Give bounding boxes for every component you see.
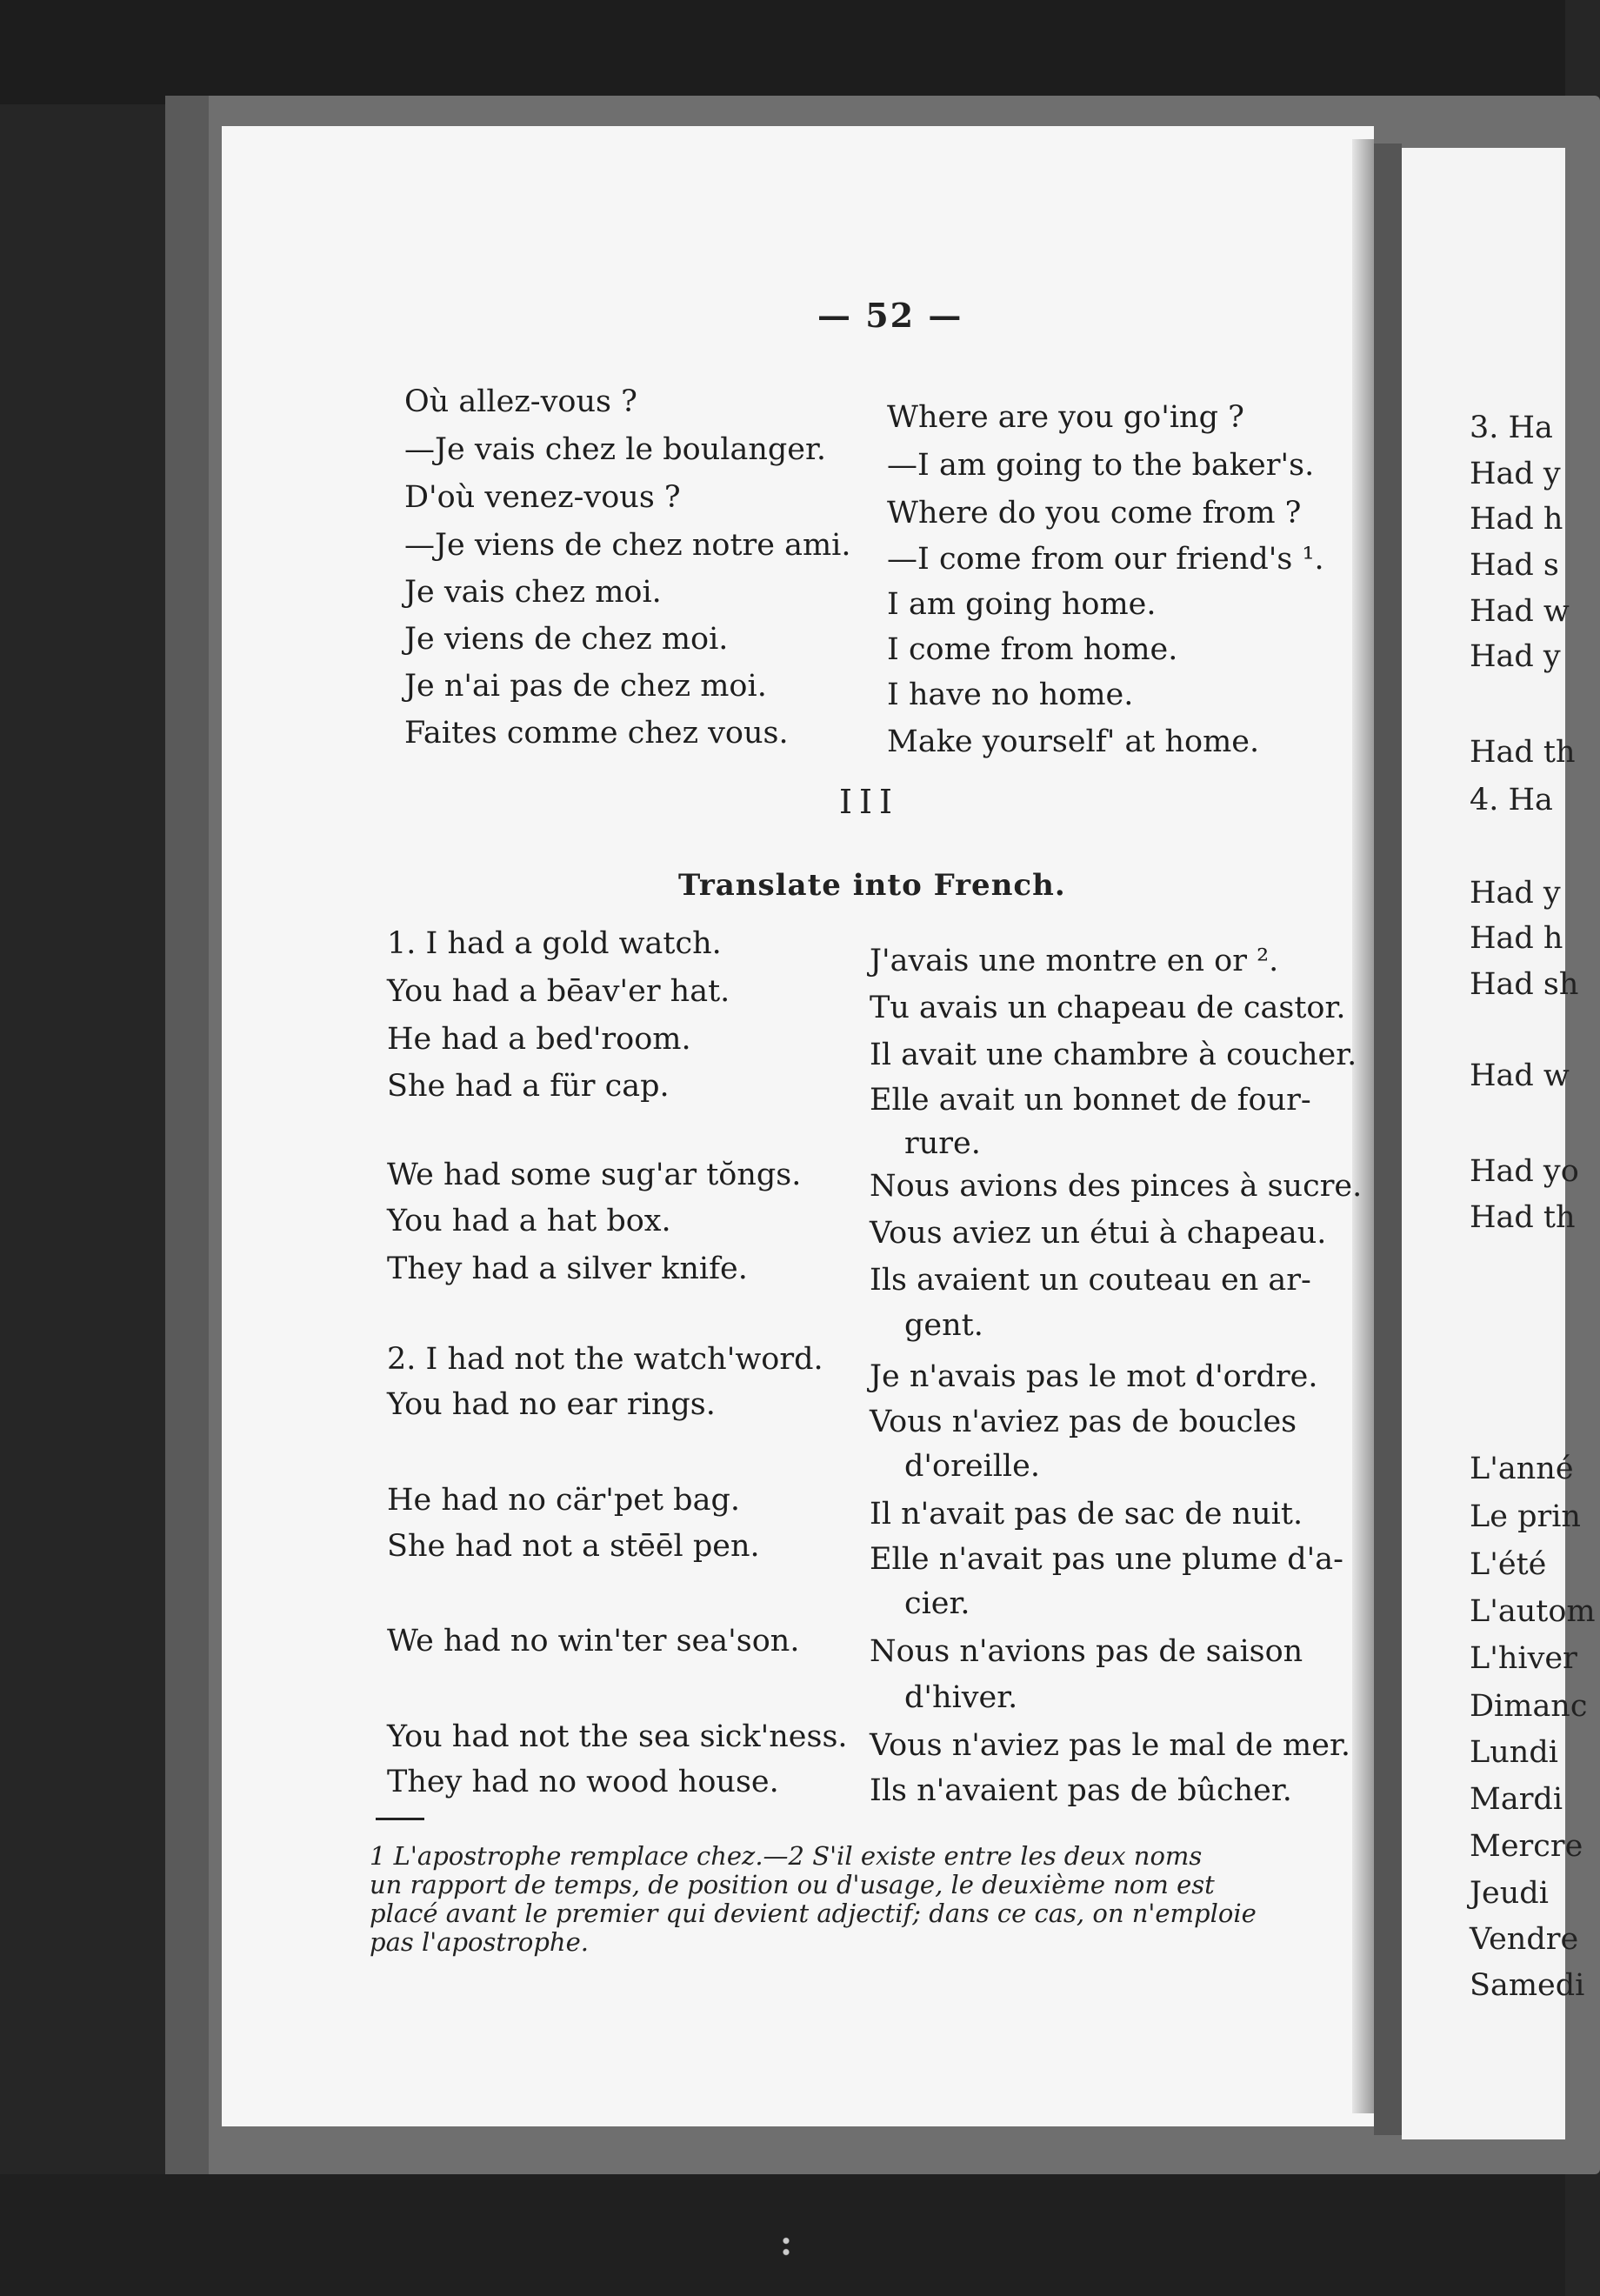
right-page-line: L'hiver bbox=[1470, 1641, 1577, 1676]
phrase-fr: Je n'ai pas de chez moi. bbox=[404, 669, 767, 704]
exercise-answer: d'hiver. bbox=[904, 1680, 1018, 1715]
exercise-answer: Vous aviez un étui à chapeau. bbox=[870, 1216, 1327, 1251]
exercise-question: We had no win'ter sea'son. bbox=[387, 1624, 800, 1659]
phrase-en: Where are you go'ing ? bbox=[887, 400, 1244, 435]
exercise-answer: cier. bbox=[904, 1586, 970, 1621]
exercise-question: He had a bed'room. bbox=[387, 1022, 691, 1057]
exercise-question: You had a hat box. bbox=[387, 1204, 671, 1238]
section-heading: III bbox=[839, 783, 900, 821]
phrase-fr: Où allez-vous ? bbox=[404, 384, 637, 419]
exercise-answer: Ils avaient un couteau en ar- bbox=[870, 1263, 1311, 1298]
phrase-en: —I come from our friend's ¹. bbox=[887, 542, 1324, 577]
right-page-line: Had sh bbox=[1470, 967, 1579, 1002]
page-number: — 52 — bbox=[817, 296, 963, 335]
exercise-answer: Elle avait un bonnet de four- bbox=[870, 1083, 1311, 1118]
right-page-line: Had h bbox=[1470, 502, 1563, 537]
phrase-fr: Je viens de chez moi. bbox=[404, 622, 729, 657]
right-page-line: Lundi bbox=[1470, 1735, 1558, 1770]
scan-artifact bbox=[783, 2235, 790, 2258]
right-page-line: Had th bbox=[1470, 735, 1576, 770]
footnote-line: 1 L'apostrophe remplace chez.—2 S'il existe entre les deux noms bbox=[370, 1841, 1203, 1871]
exercise-answer: Tu avais un chapeau de castor. bbox=[870, 991, 1346, 1025]
phrase-fr: Faites comme chez vous. bbox=[404, 716, 789, 751]
right-page-line: Had w bbox=[1470, 1058, 1570, 1093]
right-page-line: Had y bbox=[1470, 876, 1561, 911]
exercise-question: You had no ear rings. bbox=[387, 1387, 716, 1422]
exercise-question: They had a silver knife. bbox=[387, 1251, 748, 1286]
phrase-en: Where do you come from ? bbox=[887, 496, 1302, 531]
phrase-fr: D'où venez-vous ? bbox=[404, 480, 681, 515]
exercise-answer: Il n'avait pas de sac de nuit. bbox=[870, 1497, 1303, 1532]
exercise-question: 1. I had a gold watch. bbox=[387, 926, 722, 961]
exercise-question: You had not the sea sick'ness. bbox=[387, 1719, 848, 1754]
footnote-line: pas l'apostrophe. bbox=[370, 1927, 589, 1957]
exercise-answer: Elle n'avait pas une plume d'a- bbox=[870, 1542, 1343, 1577]
right-page-line: Mardi bbox=[1470, 1782, 1563, 1817]
exercise-question: We had some sug'ar tŏngs. bbox=[387, 1158, 802, 1192]
exercise-answer: Vous n'aviez pas de boucles bbox=[870, 1405, 1297, 1439]
footnote-line: un rapport de temps, de position ou d'usage, le deuxième nom est bbox=[370, 1870, 1215, 1899]
exercise-answer: Il avait une chambre à coucher. bbox=[870, 1038, 1357, 1072]
right-page-line: Had s bbox=[1470, 548, 1559, 583]
phrase-fr: —Je viens de chez notre ami. bbox=[404, 528, 851, 563]
book-gutter bbox=[1374, 144, 1402, 2135]
exercise-question: You had a bēav'er hat. bbox=[387, 974, 730, 1009]
right-page-line: Jeudi bbox=[1470, 1876, 1549, 1911]
right-page-line: Mercre bbox=[1470, 1829, 1583, 1864]
exercise-answer: Vous n'aviez pas le mal de mer. bbox=[870, 1728, 1350, 1763]
phrase-en: —I am going to the baker's. bbox=[887, 448, 1315, 483]
exercise-question: 2. I had not the watch'word. bbox=[387, 1342, 823, 1377]
page-curve-shadow bbox=[1352, 139, 1374, 2113]
right-page-line: Had y bbox=[1470, 457, 1561, 491]
exercise-answer: rure. bbox=[904, 1126, 981, 1161]
right-page-line: Had y bbox=[1470, 639, 1561, 674]
right-page-line: 3. Ha bbox=[1470, 410, 1553, 445]
exercise-answer: Nous avions des pinces à sucre. bbox=[870, 1169, 1363, 1204]
phrase-en: Make yourself' at home. bbox=[887, 724, 1260, 759]
section-subheading: Translate into French. bbox=[678, 868, 1066, 903]
phrase-en: I come from home. bbox=[887, 632, 1178, 667]
exercise-answer: Ils n'avaient pas de bûcher. bbox=[870, 1773, 1292, 1808]
right-page-line: Le prin bbox=[1470, 1499, 1581, 1534]
exercise-question: She had not a stēēl pen. bbox=[387, 1529, 760, 1564]
exercise-answer: Je n'avais pas le mot d'ordre. bbox=[870, 1359, 1318, 1394]
exercise-answer: J'avais une montre en or ². bbox=[870, 944, 1279, 978]
scan-background-top bbox=[0, 0, 1565, 104]
phrase-en: I have no home. bbox=[887, 677, 1134, 712]
right-page-line: Dimanc bbox=[1470, 1689, 1588, 1724]
right-page-line: L'autom bbox=[1470, 1594, 1596, 1629]
right-page-line: L'été bbox=[1470, 1547, 1547, 1582]
exercise-question: He had no cär'pet bag. bbox=[387, 1483, 740, 1518]
right-page-line: Had yo bbox=[1470, 1154, 1579, 1189]
right-page-line: Had h bbox=[1470, 921, 1563, 956]
right-page-line: 4. Ha bbox=[1470, 783, 1553, 818]
right-page-line: Vendre bbox=[1470, 1922, 1579, 1957]
footnote-rule bbox=[376, 1818, 424, 1820]
right-page-line: Had th bbox=[1470, 1200, 1576, 1235]
right-page-line: Had w bbox=[1470, 594, 1570, 629]
phrase-fr: Je vais chez moi. bbox=[404, 575, 662, 610]
exercise-question: She had a für cap. bbox=[387, 1069, 670, 1104]
exercise-answer: gent. bbox=[904, 1308, 983, 1343]
right-page-line: L'anné bbox=[1470, 1452, 1574, 1486]
book-cover-edge bbox=[165, 96, 209, 2174]
exercise-answer: d'oreille. bbox=[904, 1449, 1040, 1484]
footnote-line: placé avant le premier qui devient adjectif; dans ce cas, on n'emploie bbox=[370, 1899, 1257, 1928]
exercise-answer: Nous n'avions pas de saison bbox=[870, 1634, 1303, 1669]
phrase-en: I am going home. bbox=[887, 587, 1157, 622]
right-page-line: Samedi bbox=[1470, 1968, 1585, 2003]
phrase-fr: —Je vais chez le boulanger. bbox=[404, 432, 826, 467]
exercise-question: They had no wood house. bbox=[387, 1765, 779, 1799]
